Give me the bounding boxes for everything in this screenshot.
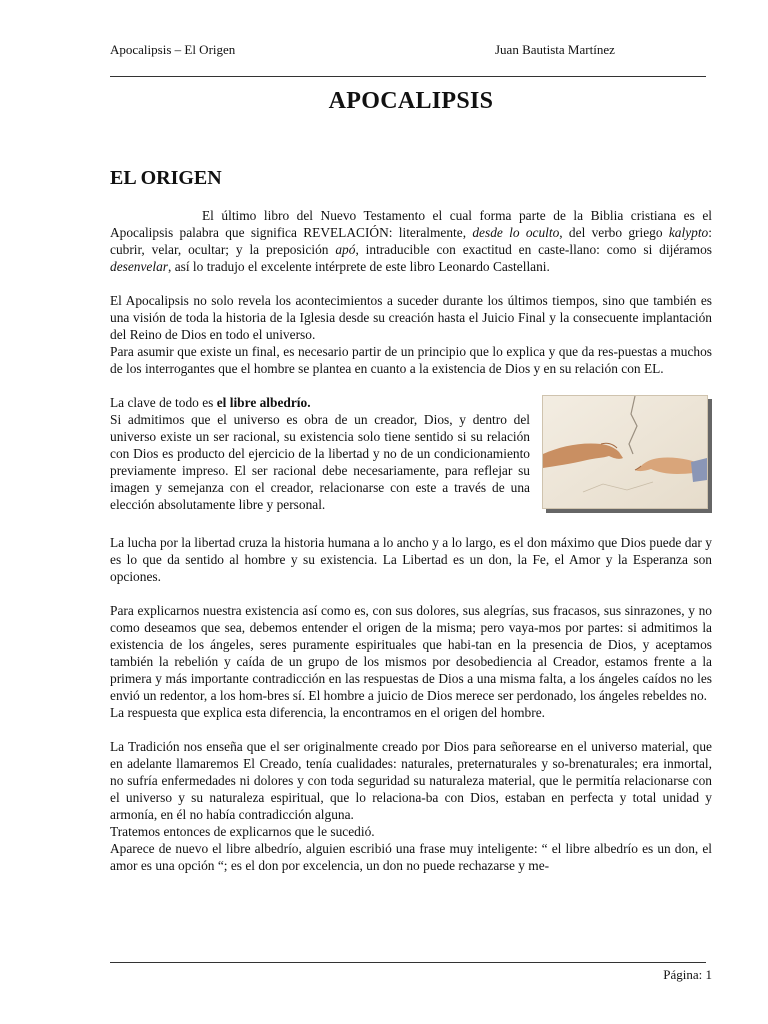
running-header <box>110 42 706 60</box>
paragraph-10: Tratemos entonces de explicarnos que le sucedió. <box>110 824 375 839</box>
creation-of-adam-image <box>542 395 712 513</box>
header-title: Apocalipsis – El Origen <box>110 42 236 57</box>
paragraph-8: La respuesta que explica esta diferencia, la encontramos en el origen del hombre. <box>110 705 546 720</box>
section-heading: EL ORIGEN <box>110 167 222 189</box>
paragraph-1: El último libro del Nuevo Testamento el cual forma parte de la Biblia cristiana es el Apocalipsis palabra que significa REVELACIÓN: literalmente, desde lo oculto, del verbo griego kalypto: cubrir, velar, ocultar; y la preposición apó, intraducible con exactitud en caste-llano: como si dijéramos desenvelar, así lo tradujo el excelente intérprete de este libro Leonardo Castellani. <box>110 208 712 274</box>
paragraph-6: La lucha por la libertad cruza la historia humana a lo ancho y a lo largo, es el don máximo que Dios puede dar y es lo que da sentido al hombre y su existencia. La Libertad es un don, la Fe, el Amor y la Esperanza son opciones. <box>110 535 712 584</box>
document-title: APOCALIPSIS <box>328 88 494 114</box>
page-number: Página: 1 <box>663 967 712 982</box>
header-rule <box>110 76 706 77</box>
document-page <box>110 0 712 1024</box>
paragraph-9: La Tradición nos enseña que el ser originalmente creado por Dios para señorearse en el universo material, que en adelante llamaremos El Creado, tenía cualidades: naturales, preternaturales y so-brenaturales; era inmortal, no sufría enfermedades ni dolores y con toda seguridad su naturaleza material, que le permitía relacionarse con el universo y su naturaleza espiritual, que lo relaciona-ba con Dios, estaban en perfecta y total unidad y armonía, en él no había contradicción alguna. <box>110 739 712 822</box>
paragraph-11: Aparece de nuevo el libre albedrío, alguien escribió una frase muy inteligente: “ el libre albedrío es un don, el amor es una opción “; es el don por excelencia, un don no puede rechazarse y me- <box>110 841 712 873</box>
body-text <box>110 207 712 874</box>
header-author: Juan Bautista Martínez <box>495 42 615 57</box>
paragraph-7: Para explicarnos nuestra existencia así como es, con sus dolores, sus alegrías, sus fracasos, sus sinrazones, y no como deseamos que sea, debemos entender el origen de la misma; pero vaya-mos por partes: si admitimos la existencia de los ángeles, seres puramente espirituales que habi-tan en la presencia de Dios, y aceptamos también la rebelión y caída de un grupo de los mismos por desobediencia al Creador, estamos frente a la primera y más importante contradicción en las respuestas de Dios a una misma falta, a los ángeles caídos no les envió un redentor, a los hom-bres sí. El hombre a juicio de Dios merece ser perdonado, los ángeles rebeldes no. <box>110 603 712 703</box>
paragraph-3: Para asumir que existe un final, es necesario partir de un principio que lo explica y que da res-puestas a muchos de los interrogantes que el hombre se plantea en cuanto a la existencia de Dios y en su relación con EL. <box>110 344 712 376</box>
paragraph-2: El Apocalipsis no solo revela los acontecimientos a suceder durante los últimos tiempos, sino que también es una visión de toda la historia de la Iglesia desde su creación hasta el Juicio Final y la consecuente implantación del Reino de Dios en todo el universo. <box>110 293 712 342</box>
paragraph-5: Si admitimos que el universo es obra de un creador, Dios, y dentro del universo existe un ser racional, su existencia solo tiene sentido si su relación con Dios es producto del ejercicio de la libertad y no de un condicionamiento previamente impreso. El ser racional debe necesariamente, para reflejar su imagen y semejanza con el creador, relacionarse con este a través de una elección absolutamente libre y personal. <box>110 412 530 512</box>
paragraph-4: La clave de todo es el libre albedrío. <box>110 395 311 410</box>
footer-rule <box>110 962 706 963</box>
